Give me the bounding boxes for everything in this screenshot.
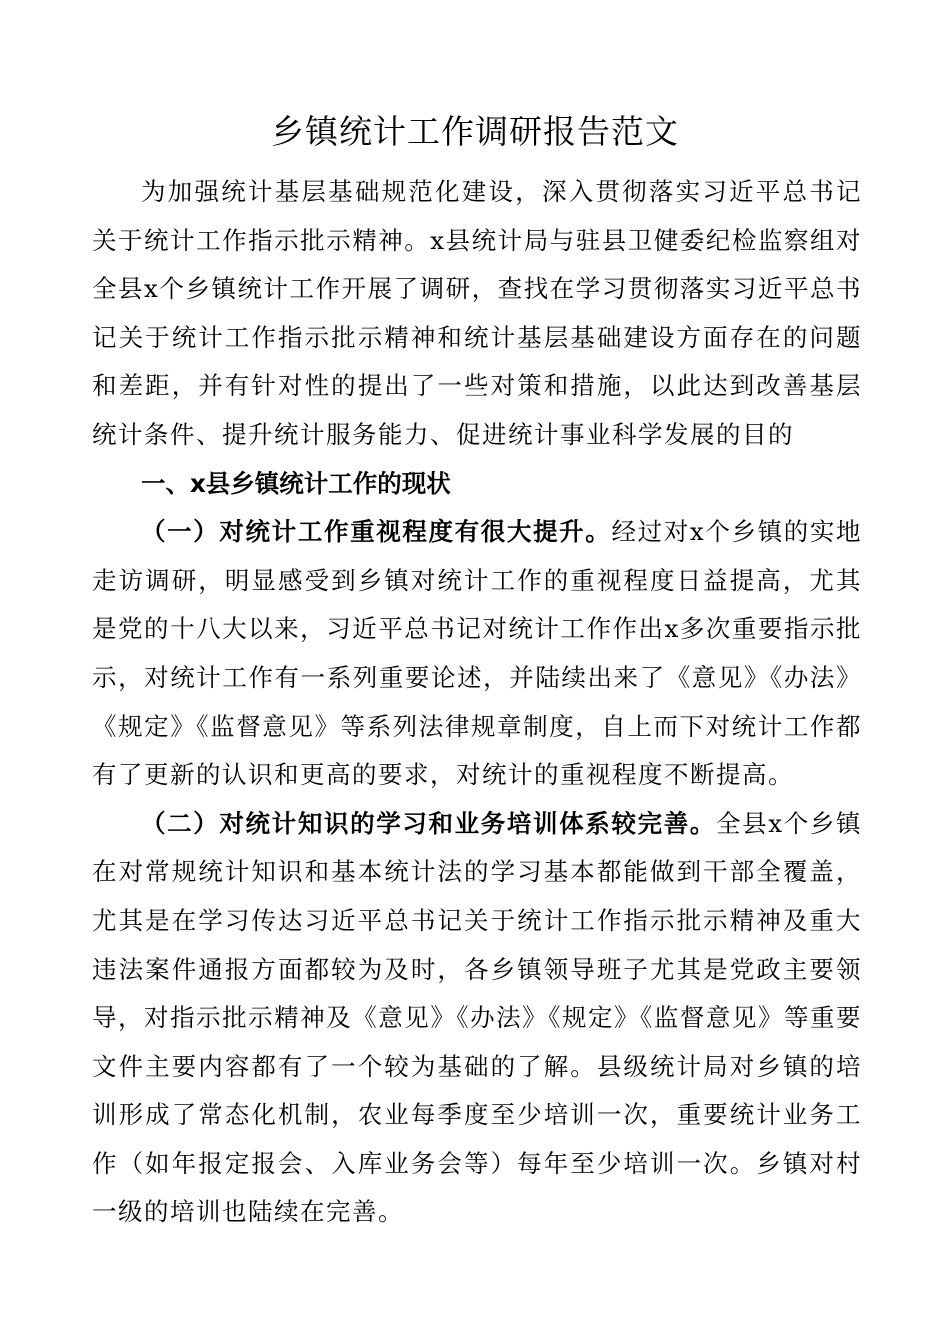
document-title: 乡镇统计工作调研报告范文 — [271, 112, 679, 151]
subsection-1-paragraph — [92, 508, 862, 800]
subsection-2-text: 全县x个乡镇在对常规统计知识和基本统计法的学习基本都能做到干部全覆盖，尤其是在学习传达习近平总书记关于统计工作指示批示精神及重大违法案件通报方面都较为及时，各乡镇领导班子尤其是党政主要领导，对指示批示精神及《意见》《办法》《规定》《监督意见》等重要文件主要内容都有了一个较为基础的了解。县级统计局对乡镇的培训形成了常态化机制，农业每季度至少培训一次，重要统计业务工作（如年报定报会、入库业务会等）每年至少培训一次。乡镇对村一级的培训也陆续在完善。 — [92, 808, 862, 1227]
subsection-2-lead: （二）对统计知识的学习和业务培训体系较完善。 — [141, 808, 716, 838]
subsection-1-text: 经过对x个乡镇的实地走访调研，明显感受到乡镇对统计工作的重视程度日益提高，尤其是党的十八大以来，习近平总书记对统计工作作出x多次重要指示批示，对统计工作有一系列重要论述，并陆续出来了《意见》《办法》《规定》《监督意见》等系列法律规章制度，自上而下对统计工作都有了更新的认识和更高的要求，对统计的重视程度不断提高。 — [92, 517, 862, 790]
section-heading: 一、x县乡镇统计工作的现状 — [141, 468, 451, 498]
subsection-2-paragraph — [92, 800, 862, 1237]
document-body — [92, 168, 862, 1237]
subsection-1-lead: （一）对统计工作重视程度有很大提升。 — [141, 517, 612, 547]
intro-paragraph: 为加强统计基层基础规范化建设，深入贯彻落实习近平总书记关于统计工作指示批示精神。x县统计局与驻县卫健委纪检监察组对全县x个乡镇统计工作开展了调研，查找在学习贯彻落实习近平总书记关于统计工作指示批示精神和统计基层基础建设方面存在的问题和差距，并有针对性的提出了一些对策和措施，以此达到改善基层统计条件、提升统计服务能力、促进统计事业科学发展的目的 — [92, 177, 862, 449]
